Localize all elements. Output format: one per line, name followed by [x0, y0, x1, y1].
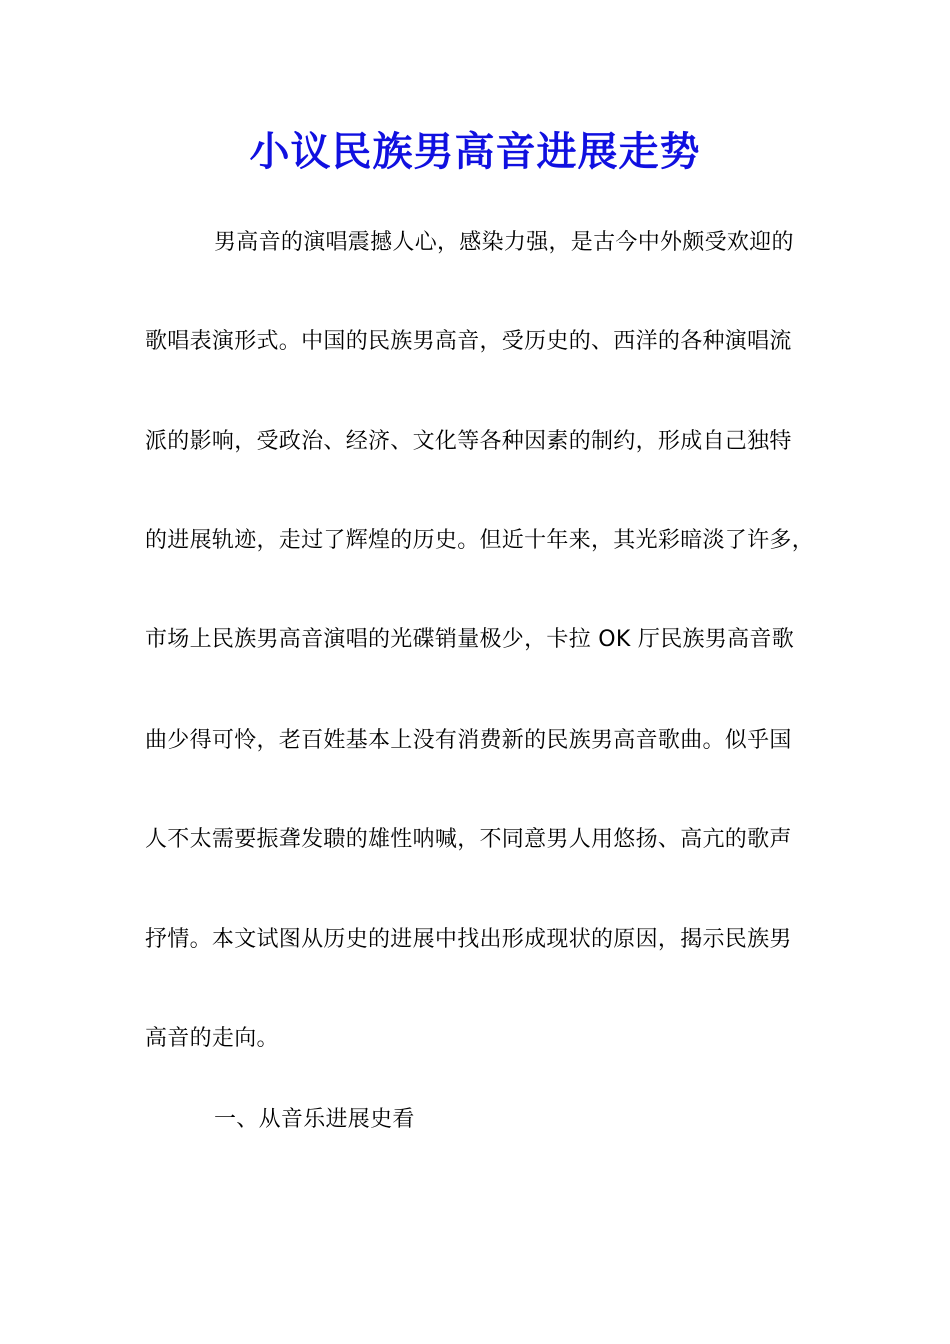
- paragraph-line: 市场上民族男高音演唱的光碟销量极少，卡拉 OK 厅民族男高音歌: [145, 627, 795, 652]
- section-heading: 一、从音乐进展史看: [214, 1107, 415, 1132]
- document-title: 小议民族男高音进展走势: [249, 128, 701, 175]
- paragraph-line: 歌唱表演形式。中国的民族男高音，受历史的、西洋的各种演唱流: [145, 329, 792, 354]
- paragraph-line: 派的影响，受政治、经济、文化等各种因素的制约，形成自己独特: [145, 429, 792, 454]
- paragraph-line: 男高音的演唱震撼人心，感染力强，是古今中外颇受欢迎的: [214, 230, 794, 255]
- paragraph-line: 高音的走向。: [145, 1026, 279, 1051]
- paragraph-line: 的进展轨迹，走过了辉煌的历史。但近十年来，其光彩暗淡了许多，: [145, 528, 815, 553]
- paragraph-line: 曲少得可怜，老百姓基本上没有消费新的民族男高音歌曲。似乎国: [145, 728, 792, 753]
- paragraph-line: 人不太需要振聋发聩的雄性呐喊，不同意男人用悠扬、高亢的歌声: [145, 827, 792, 852]
- paragraph-line: 抒情。本文试图从历史的进展中找出形成现状的原因，揭示民族男: [145, 927, 792, 952]
